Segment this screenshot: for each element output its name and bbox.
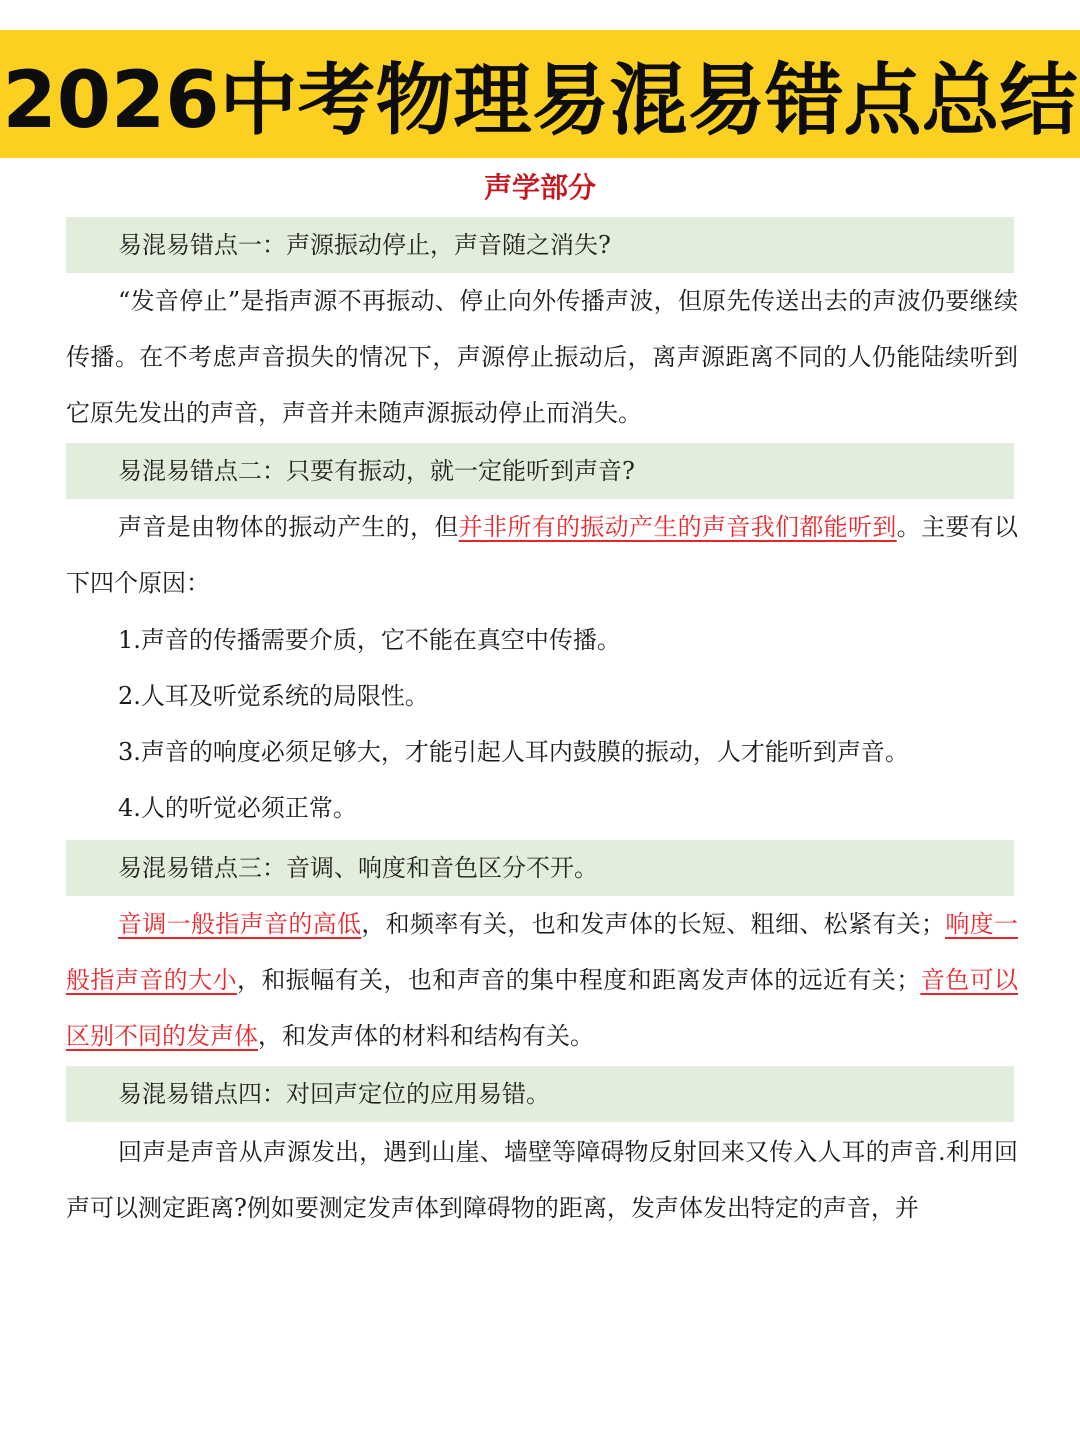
point-2-body — [66, 499, 1018, 611]
pitch-definition: 音调一般指声音的高低 — [118, 910, 362, 938]
title-banner — [0, 30, 1080, 158]
page-title: 2026中考物理易混易错点总结 — [2, 56, 1078, 146]
point-4-heading: 易混易错点四：对回声定位的应用易错。 — [66, 1066, 1014, 1122]
point-2-heading: 易混易错点二：只要有振动，就一定能听到声音? — [66, 443, 1014, 499]
point-3-body — [66, 896, 1018, 1064]
point-4-body: 回声是声音从声源发出，遇到山崖、墙壁等障碍物反射回来又传入人耳的声音.利用回声可以测定距离?例如要测定发声体到障碍物的距离，发声体发出特定的声音，并 — [66, 1138, 1018, 1222]
timbre-text: ，和发声体的材料和结构有关。 — [258, 1022, 594, 1050]
point-1-heading: 易混易错点一：声源振动停止，声音随之消失? — [66, 217, 1014, 273]
loudness-definition: 响度一般指声音的大小 — [66, 910, 1019, 994]
reason-4: 4.人的听觉必须正常。 — [118, 794, 357, 822]
section-title: 声学部分 — [483, 171, 596, 204]
reason-3: 3.声音的响度必须足够大，才能引起人耳内鼓膜的振动，人才能听到声音。 — [118, 738, 909, 766]
point-3-heading: 易混易错点三：音调、响度和音色区分不开。 — [66, 840, 1014, 896]
point-1-body: “发音停止”是指声源不再振动、停止向外传播声波，但原先传送出去的声波仍要继续传播。在不考虑声音损失的情况下，声源停止振动后，离声源距离不同的人仍能陆续听到它原先发出的声音，声音并未随声源振动停止而消失。 — [66, 287, 1018, 427]
point-2-body-text: 声音是由物体的振动产生的，但 — [118, 513, 459, 541]
pitch-text: ，和频率有关，也和发声体的长短、粗细、松紧有关； — [361, 910, 946, 938]
timbre-definition: 音色可以区别不同的发声体 — [66, 966, 1019, 1050]
reason-2: 2.人耳及听觉系统的局限性。 — [118, 682, 429, 710]
reason-1: 1.声音的传播需要介质，它不能在真空中传播。 — [118, 626, 621, 654]
point-2-highlight: 并非所有的振动产生的声音我们都能听到 — [458, 513, 897, 541]
loudness-text: ，和振幅有关，也和声音的集中程度和距离发声体的远近有关； — [236, 966, 921, 994]
point-2-body-tail: 。主要有以下四个原因： — [66, 513, 1019, 597]
